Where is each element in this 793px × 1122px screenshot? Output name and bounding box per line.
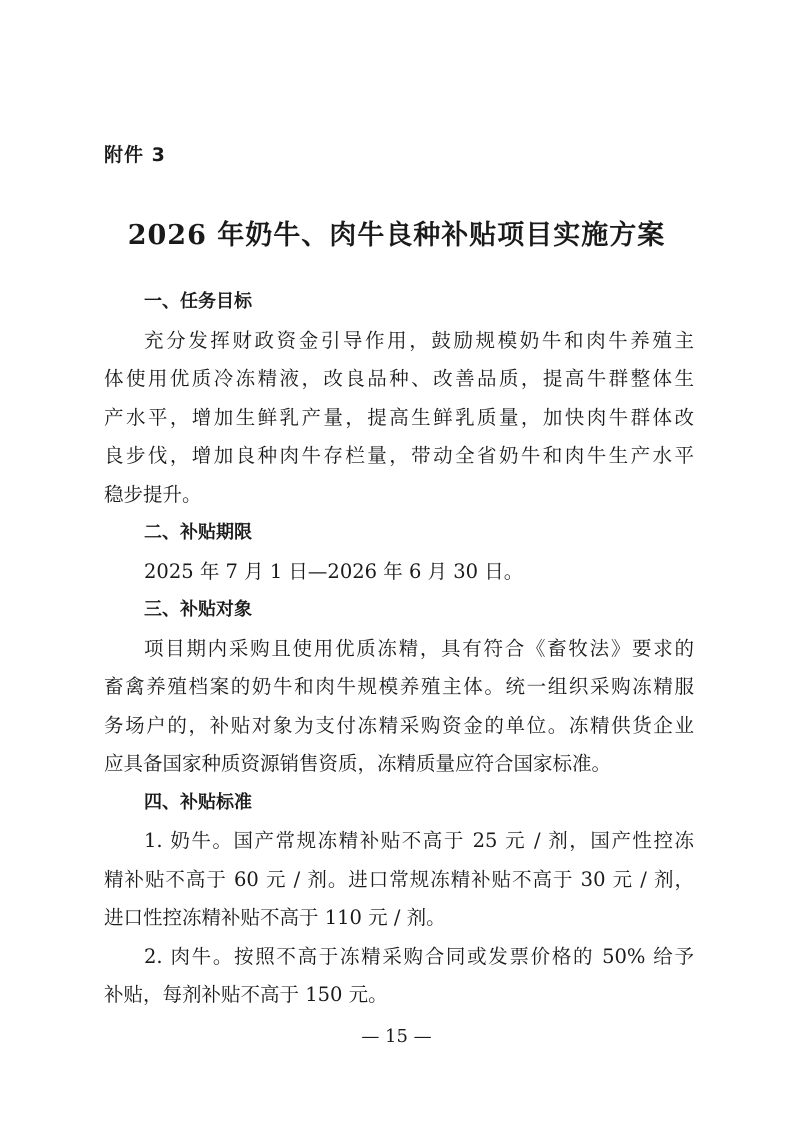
paragraph-line: 应具备国家种质资源销售资质，冻精质量应符合国家标准。 bbox=[104, 752, 612, 775]
paragraph-line: 务场户的，补贴对象为支付冻精采购资金的单位。冻精供货企业 bbox=[104, 713, 694, 737]
paragraph-line: 补贴，每剂补贴不高于 150 元。 bbox=[104, 983, 388, 1006]
document-title: 2026 年奶牛、肉牛良种补贴项目实施方案 bbox=[127, 220, 666, 251]
paragraph-line: 体使用优质冷冻精液，改良品种、改善品质，提高牛群整体生 bbox=[104, 367, 694, 390]
section-heading-subsidy-standard: 四、补贴标准 bbox=[144, 791, 252, 813]
paragraph-line: 1. 奶牛。国产常规冻精补贴不高于 25 元 / 剂，国产性控冻 bbox=[144, 829, 694, 852]
page-number: — 15 — bbox=[361, 1026, 432, 1047]
paragraph-line: 充分发挥财政资金引导作用，鼓励规模奶牛和肉牛养殖主 bbox=[144, 328, 694, 352]
paragraph-line: 良步伐，增加良种肉牛存栏量，带动全省奶牛和肉牛生产水平 bbox=[104, 444, 694, 467]
paragraph-line: 产水平，增加生鲜乳产量，提高生鲜乳质量，加快肉牛群体改 bbox=[104, 405, 694, 429]
section-heading-subsidy-target: 三、补贴对象 bbox=[144, 599, 252, 620]
paragraph-line: 项目期内采购且使用优质冻精，具有符合《畜牧法》要求的 bbox=[144, 636, 694, 660]
section-heading-task-goal: 一、任务目标 bbox=[144, 291, 252, 312]
attachment-label: 附件 3 bbox=[104, 144, 166, 166]
paragraph-line: 畜禽养殖档案的奶牛和肉牛规模养殖主体。统一组织采购冻精服 bbox=[104, 675, 694, 698]
document-body bbox=[104, 283, 694, 1015]
paragraph-line: 精补贴不高于 60 元 / 剂。进口常规冻精补贴不高于 30 元 / 剂， bbox=[104, 867, 694, 891]
paragraph-line: 2025 年 7 月 1 日—2026 年 6 月 30 日。 bbox=[144, 559, 524, 583]
section-heading-subsidy-period: 二、补贴期限 bbox=[144, 522, 252, 543]
paragraph-line: 2. 肉牛。按照不高于冻精采购合同或发票价格的 50% 给予 bbox=[144, 944, 694, 968]
paragraph-line: 稳步提升。 bbox=[104, 482, 202, 506]
paragraph-line: 进口性控冻精补贴不高于 110 元 / 剂。 bbox=[104, 906, 446, 929]
